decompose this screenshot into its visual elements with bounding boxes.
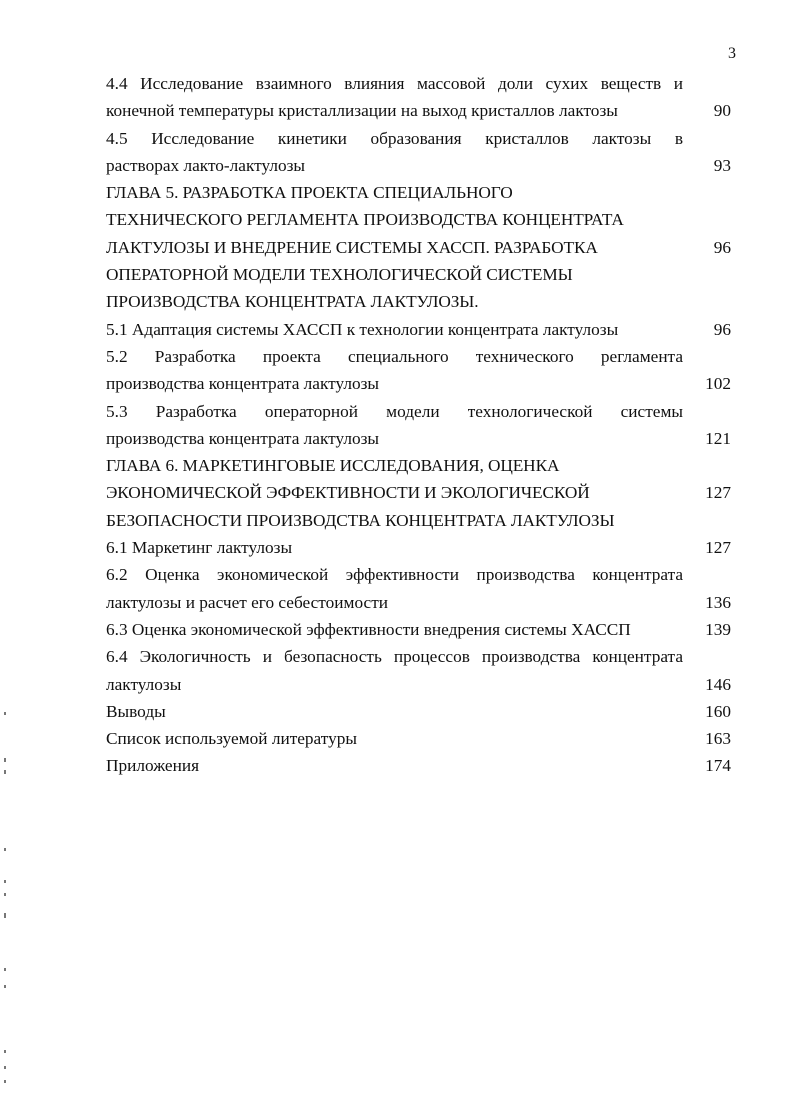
- toc-entry-page: 96: [713, 237, 731, 257]
- scan-speck: [4, 1066, 6, 1069]
- toc-entry-title-line: ТЕХНИЧЕСКОГО РЕГЛАМЕНТА ПРОИЗВОДСТВА КОНЦЕНТРАТА: [106, 210, 624, 230]
- scan-speck: [4, 893, 6, 896]
- toc-entry-title-line: 6.2 Оценка экономической эффективности производства концентрата: [106, 565, 683, 585]
- toc-entry-chapter-6: [106, 452, 731, 534]
- toc-entry-title-line: 5.1 Адаптация системы ХАССП к технологии концентрата лактулозы: [106, 319, 619, 339]
- scan-speck: [4, 1050, 6, 1053]
- scan-speck: [4, 880, 6, 883]
- toc-entry-page: 127: [705, 483, 731, 503]
- toc-entry-6-2: [106, 561, 731, 616]
- toc-entry-title-line: ГЛАВА 6. МАРКЕТИНГОВЫЕ ИССЛЕДОВАНИЯ, ОЦЕНКА: [106, 456, 560, 476]
- toc-entry-page: 139: [705, 619, 731, 639]
- toc-entry-chapter-5: [106, 179, 731, 315]
- toc-entry-title-line: ГЛАВА 5. РАЗРАБОТКА ПРОЕКТА СПЕЦИАЛЬНОГО: [106, 183, 513, 203]
- toc-entry-page: 127: [705, 538, 731, 558]
- toc-entry-title-line: ПРОИЗВОДСТВА КОНЦЕНТРАТА ЛАКТУЛОЗЫ.: [106, 292, 479, 312]
- scan-speck: [4, 968, 6, 971]
- toc-entry-title-line: лактулозы: [106, 674, 182, 694]
- toc-entry-6-3: [106, 616, 731, 643]
- toc-entry-6-4: [106, 643, 731, 698]
- toc-entry-title-line: лактулозы и расчет его себестоимости: [106, 592, 388, 612]
- toc-entry-title-line: производства концентрата лактулозы: [106, 374, 380, 394]
- toc-entry-page: 136: [705, 592, 731, 612]
- toc-entry-title-line: Список используемой литературы: [106, 729, 357, 749]
- scan-speck: [4, 985, 6, 988]
- toc-entry-title-line: ЛАКТУЛОЗЫ И ВНЕДРЕНИЕ СИСТЕМЫ ХАССП. РАЗРАБОТКА: [106, 237, 598, 257]
- scan-speck: [4, 848, 6, 851]
- scan-speck: [4, 758, 6, 762]
- table-of-contents: [106, 70, 731, 780]
- toc-entry-page: 163: [705, 729, 731, 749]
- toc-entry-conclusions: [106, 698, 731, 725]
- page-number: 3: [728, 45, 736, 62]
- toc-entry-4-4: [106, 70, 731, 125]
- toc-entry-5-2: [106, 343, 731, 398]
- toc-entry-page: 160: [705, 701, 731, 721]
- toc-entry-4-5: [106, 125, 731, 180]
- toc-entry-title-line: растворах лакто-лактулозы: [106, 155, 306, 175]
- toc-entry-page: 90: [713, 101, 731, 121]
- scan-speck: [4, 913, 6, 918]
- toc-entry-title-line: ЭКОНОМИЧЕСКОЙ ЭФФЕКТИВНОСТИ И ЭКОЛОГИЧЕСКОЙ: [106, 483, 590, 503]
- toc-entry-title-line: 4.5 Исследование кинетики образования кристаллов лактозы в: [106, 128, 683, 148]
- toc-entry-title-line: 6.1 Маркетинг лактулозы: [106, 538, 293, 558]
- toc-entry-title-line: конечной температуры кристаллизации на выход кристаллов лактозы: [106, 101, 618, 121]
- toc-entry-6-1: [106, 534, 731, 561]
- toc-entry-title-line: 5.2 Разработка проекта специального технического регламента: [106, 346, 683, 366]
- scan-speck: [4, 1080, 6, 1083]
- toc-entry-title-line: 5.3 Разработка операторной модели технологической системы: [106, 401, 683, 421]
- toc-entry-5-1: [106, 316, 731, 343]
- toc-entry-references: [106, 725, 731, 752]
- toc-entry-page: 174: [705, 756, 731, 776]
- toc-entry-page: 96: [713, 319, 731, 339]
- scan-speck: [4, 770, 6, 774]
- toc-entry-title-line: ОПЕРАТОРНОЙ МОДЕЛИ ТЕХНОЛОГИЧЕСКОЙ СИСТЕМЫ: [106, 265, 573, 285]
- toc-entry-page: 102: [705, 374, 731, 394]
- toc-entry-title-line: 4.4 Исследование взаимного влияния массовой доли сухих веществ и: [106, 74, 683, 93]
- toc-entry-title-line: 6.4 Экологичность и безопасность процессов производства концентрата: [106, 647, 683, 667]
- toc-entry-page: 121: [705, 428, 731, 448]
- toc-entry-title-line: 6.3 Оценка экономической эффективности внедрения системы ХАССП: [106, 619, 631, 639]
- scan-speck: [4, 712, 6, 715]
- toc-entry-page: 146: [705, 674, 731, 694]
- toc-entry-title-line: Выводы: [106, 701, 166, 721]
- toc-entry-5-3: [106, 398, 731, 453]
- toc-entry-title-line: Приложения: [106, 756, 200, 776]
- toc-entry-title-line: БЕЗОПАСНОСТИ ПРОИЗВОДСТВА КОНЦЕНТРАТА ЛАКТУЛОЗЫ: [106, 510, 615, 530]
- toc-entry-appendices: [106, 752, 731, 779]
- toc-entry-title-line: производства концентрата лактулозы: [106, 428, 380, 448]
- toc-entry-page: 93: [713, 155, 731, 175]
